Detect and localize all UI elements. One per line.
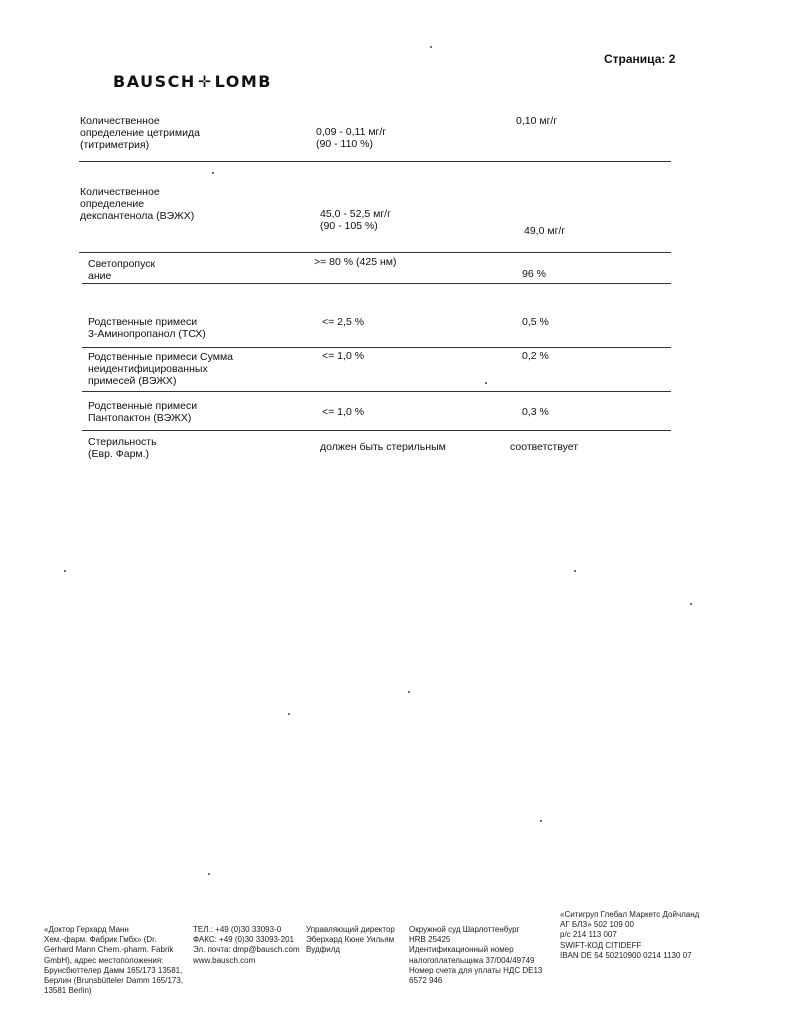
row-result: 0,5 % <box>522 316 549 328</box>
row-test: Родственные примеси Пантопактон (ВЭЖХ) <box>88 400 198 424</box>
row-divider <box>82 391 671 392</box>
footer-contacts: ТЕЛ.: +49 (0)30 33093-0 ФАКС: +49 (0)30 33093-201 Эл. почта: dmp@bausch.com www.bausch.com <box>193 925 300 965</box>
page-number: Страница: 2 <box>604 52 676 66</box>
row-divider <box>79 252 671 253</box>
footer-court: Окружной суд Шарлоттенбург HRB 25425 Идентификационный номер налогоплательщика 37/004/49749 Номер счета для уплаты НДС DE13 6572 946 <box>409 925 543 986</box>
row-result: 0,3 % <box>522 406 549 418</box>
scan-speck <box>690 603 692 605</box>
scan-speck <box>212 172 214 174</box>
row-spec: <= 1,0 % <box>322 350 365 362</box>
row-divider <box>82 283 671 284</box>
row-test: Светопропуск ание <box>88 258 156 282</box>
row-divider <box>79 161 671 162</box>
logo-left-word: BAUSCH <box>113 72 196 91</box>
row-result: 49,0 мг/г <box>524 225 566 237</box>
row-result: 0,2 % <box>522 350 549 362</box>
row-spec: должен быть стерильным <box>320 441 446 453</box>
row-divider <box>82 347 671 348</box>
row-test: Родственные примеси Сумма неидентифицированных примесей (ВЭЖХ) <box>88 351 234 387</box>
scan-speck <box>64 570 66 572</box>
scan-speck <box>574 570 576 572</box>
footer-company: «Доктор Герхард Манн Хем.-фарм. Фабрик Гмбх» (Dr. Gerhard Mann Chem.-pharm. Fabrik GmbH), адрес местоположения: Брунсбюттелер Дамм 165/173 13581, Берлин (Brunsbütteler Damm 165/173, 13581 Berlin) <box>44 925 184 996</box>
scan-speck <box>485 382 487 384</box>
row-spec: <= 1,0 % <box>322 406 365 418</box>
scan-speck <box>408 691 410 693</box>
scan-speck <box>540 820 542 822</box>
row-test: Количественное определение декспантенола (ВЭЖХ) <box>80 186 195 222</box>
bausch-lomb-logo <box>113 72 272 91</box>
logo-right-word: LOMB <box>214 72 272 91</box>
scan-speck <box>430 46 432 48</box>
footer-director: Управляющий директор Эберхард Кюне Уильям Вудфилд <box>306 925 395 955</box>
row-divider <box>82 430 671 431</box>
row-test: Количественное определение цетримида (титриметрия) <box>80 115 200 151</box>
row-test: Стерильность (Евр. Фарм.) <box>88 436 157 460</box>
scan-speck <box>288 713 290 715</box>
row-spec: 0,09 - 0,11 мг/г (90 - 110 %) <box>316 126 387 150</box>
scan-speck <box>208 873 210 875</box>
row-spec: <= 2,5 % <box>322 316 365 328</box>
row-spec: 45,0 - 52,5 мг/г (90 - 105 %) <box>320 208 391 232</box>
row-result: 96 % <box>522 268 546 280</box>
row-test: Родственные примеси 3-Аминопропанол (ТСХ) <box>88 316 206 340</box>
row-spec: >= 80 % (425 нм) <box>314 256 397 268</box>
row-result: соответствует <box>510 441 579 453</box>
logo-cross-icon: ✛ <box>197 72 213 91</box>
row-result: 0,10 мг/г <box>516 115 558 127</box>
footer-bank: «Ситигруп Глебал Маркетс Дойчланд АГ БЛЗ» 502 109 00 р/с 214 113 007 SWIFT-КОД CITIDEFF IBAN DE 54 50210900 0214 1130 07 <box>560 910 700 960</box>
